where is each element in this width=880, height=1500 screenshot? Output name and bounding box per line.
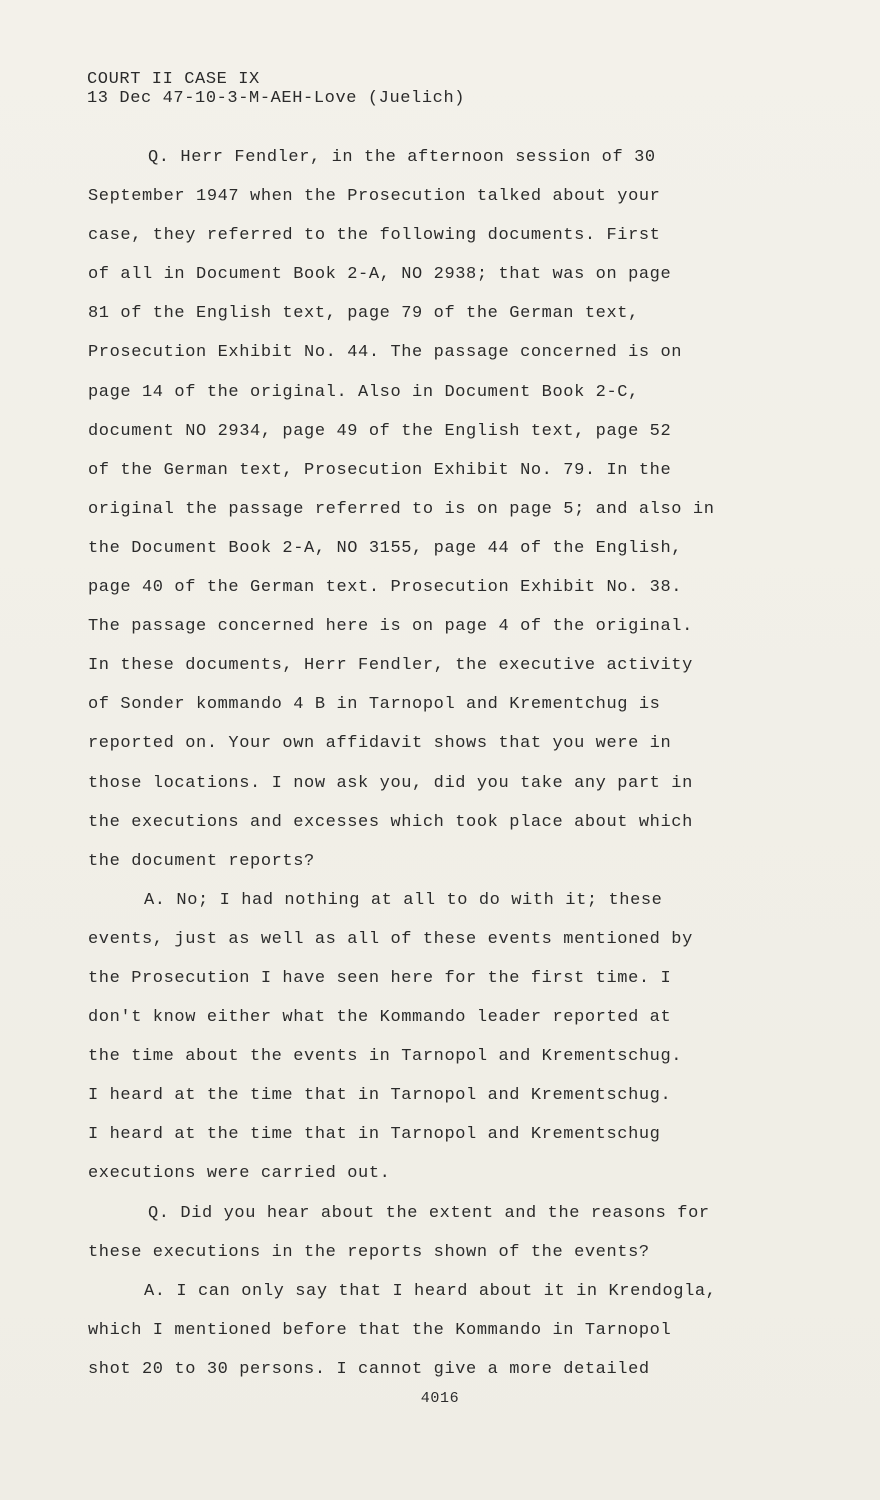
transcript-line: those locations. I now ask you, did you take any part in: [88, 773, 693, 793]
transcript-line: I heard at the time that in Tarnopol and Krementschug: [88, 1125, 661, 1145]
transcript-line: case, they referred to the following documents. First: [88, 226, 661, 246]
transcript-line: page 40 of the German text. Prosecution Exhibit No. 38.: [88, 578, 683, 598]
transcript-line: of Sonder kommando 4 B in Tarnopol and Krementchug is: [88, 695, 661, 715]
session-reference: 13 Dec 47-10-3-M-AEH-Love (Juelich): [87, 89, 466, 108]
transcript-line: The passage concerned here is on page 4 of the original.: [88, 617, 693, 637]
transcript-line: the document reports?: [88, 851, 315, 871]
transcript-body: [88, 145, 778, 1396]
transcript-line: A. I can only say that I heard about it in Krendogla,: [144, 1281, 717, 1301]
transcript-line: 81 of the English text, page 79 of the German text,: [88, 304, 639, 324]
transcript-line: shot 20 to 30 persons. I cannot give a more detailed: [88, 1359, 650, 1379]
court-case-label: COURT II CASE IX: [87, 70, 260, 89]
transcript-line: A. No; I had nothing at all to do with it; these: [144, 890, 663, 910]
transcript-line: of the German text, Prosecution Exhibit No. 79. In the: [88, 460, 672, 480]
transcript-line: reported on. Your own affidavit shows that you were in: [88, 734, 672, 754]
transcript-line: Q. Herr Fendler, in the afternoon session of 30: [148, 148, 656, 167]
transcript-line: Prosecution Exhibit No. 44. The passage concerned is on: [88, 343, 683, 363]
transcript-line: executions were carried out.: [88, 1164, 391, 1184]
transcript-line: these executions in the reports shown of the events?: [88, 1242, 650, 1262]
transcript-line: page 14 of the original. Also in Document Book 2-C,: [88, 382, 639, 402]
transcript-line: which I mentioned before that the Kommando in Tarnopol: [88, 1320, 672, 1340]
transcript-line: original the passage referred to is on page 5; and also in: [88, 499, 715, 519]
transcript-line: the time about the events in Tarnopol and Krementschug.: [88, 1047, 683, 1067]
transcript-line: events, just as well as all of these events mentioned by: [88, 929, 693, 949]
document-header: [87, 70, 465, 108]
transcript-line: the Document Book 2-A, NO 3155, page 44 of the English,: [88, 538, 683, 558]
transcript-line: I heard at the time that in Tarnopol and Krementschug.: [88, 1086, 672, 1106]
transcript-line: Q. Did you hear about the extent and the reasons for: [148, 1203, 710, 1223]
transcript-line: of all in Document Book 2-A, NO 2938; that was on page: [88, 265, 672, 285]
transcript-line: document NO 2934, page 49 of the English text, page 52: [88, 421, 672, 441]
transcript-line: In these documents, Herr Fendler, the executive activity: [88, 656, 693, 676]
transcript-line: September 1947 when the Prosecution talked about your: [88, 187, 661, 207]
transcript-line: the Prosecution I have seen here for the first time. I: [88, 968, 672, 988]
page-number: 4016: [420, 1390, 460, 1407]
transcript-line: the executions and excesses which took place about which: [88, 812, 693, 832]
transcript-line: don't know either what the Kommando leader reported at: [88, 1008, 672, 1028]
